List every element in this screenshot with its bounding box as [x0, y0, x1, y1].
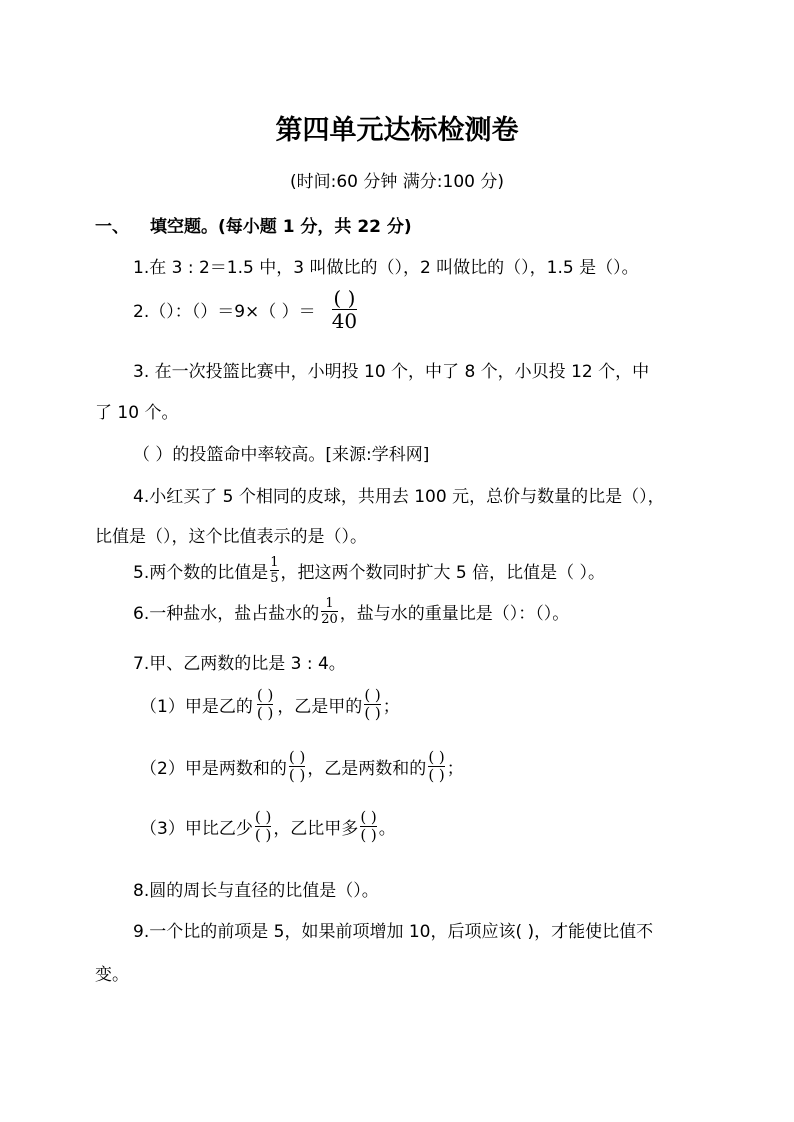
- fraction-denominator: 5: [270, 571, 279, 586]
- part-2-text-b: ，乙是两数和的: [307, 759, 427, 779]
- fraction-one-twentieth: [321, 597, 338, 626]
- fraction-denominator: ( ): [254, 826, 272, 844]
- fraction-denominator: 20: [321, 612, 338, 627]
- fraction-blank: [257, 688, 273, 721]
- question-7-part-2: [140, 750, 464, 783]
- question-6: [133, 597, 569, 626]
- part-1-text-b: ，乙是甲的: [277, 697, 363, 717]
- fraction-numerator: ( ): [428, 748, 445, 766]
- fraction-denominator: ( ): [360, 826, 377, 844]
- fraction-denominator: ( ): [256, 704, 274, 722]
- question-4-line-1: 4.小红买了 5 个相同的皮球，共用去 100 元，总价与数量的比是（），: [133, 487, 665, 507]
- fraction-denominator: ( ): [364, 704, 381, 722]
- fraction-blank: [255, 810, 271, 843]
- question-2: [133, 288, 357, 331]
- question-9-line-2: 变。: [95, 965, 129, 985]
- question-7-part-1: [140, 688, 400, 721]
- fraction-numerator: ( ): [254, 808, 272, 826]
- fraction-numerator: ( ): [288, 748, 306, 766]
- question-3-line-3: （ ）的投篮命中率较高。[来源:学科网]: [133, 445, 430, 465]
- question-3-line-1: 3. 在一次投篮比赛中，小明投 10 个，中了 8 个，小贝投 12 个，中: [133, 362, 650, 382]
- fraction-blank: [360, 810, 376, 843]
- question-8: 8.圆的周长与直径的比值是（）。: [133, 881, 379, 901]
- fraction-numerator: ( ): [360, 808, 377, 826]
- question-1: 1.在 3 : 2＝1.5 中，3 叫做比的（），2 叫做比的（），1.5 是（）。: [133, 258, 639, 278]
- fraction-denominator: ( ): [428, 766, 445, 784]
- question-3-line-2: 了 10 个。: [95, 403, 179, 423]
- fraction-numerator: ( ): [333, 286, 356, 310]
- question-5-text-before: 5.两个数的比值是: [133, 563, 269, 583]
- fraction-numerator: 1: [270, 555, 279, 570]
- question-2-text: 2.（）：（）＝9×（ ）＝: [133, 302, 316, 322]
- question-7-part-3: [140, 810, 396, 843]
- part-1-text-a: （1）甲是乙的: [140, 697, 253, 717]
- fraction-one-fifth: [270, 556, 278, 585]
- part-3-text-b: ，乙比甲多: [273, 819, 359, 839]
- fraction-blank-over-40: [332, 288, 357, 331]
- question-6-text-before: 6.一种盐水，盐占盐水的: [133, 604, 320, 624]
- question-6-text-after: ，盐与水的重量比是（）：（）。: [339, 604, 570, 624]
- section-number: 一、: [95, 217, 129, 237]
- fraction-numerator: 1: [325, 596, 334, 611]
- part-3-text-c: 。: [378, 819, 396, 839]
- fraction-blank: [364, 688, 380, 721]
- question-5-text-after: ，把这两个数同时扩大 5 倍，比值是（ ）。: [280, 563, 606, 583]
- fraction-denominator: ( ): [288, 766, 306, 784]
- exam-info: (时间:60 分钟 满分:100 分): [289, 172, 504, 192]
- part-2-text-a: （2）甲是两数和的: [140, 759, 287, 779]
- section-heading: 填空题。(每小题 1 分，共 22 分): [150, 217, 412, 237]
- question-5: [133, 556, 605, 585]
- fraction-numerator: ( ): [256, 686, 274, 704]
- part-3-text-a: （3）甲比乙少: [140, 819, 253, 839]
- part-1-text-c: ；: [382, 697, 400, 717]
- part-2-text-c: ；: [446, 759, 464, 779]
- fraction-numerator: ( ): [364, 686, 381, 704]
- question-7-stem: 7.甲、乙两数的比是 3 : 4。: [133, 654, 346, 674]
- fraction-blank: [428, 750, 444, 783]
- question-4-line-2: 比值是（），这个比值表示的是（）。: [95, 527, 367, 547]
- question-9-line-1: 9.一个比的前项是 5，如果前项增加 10，后项应该( )，才能使比值不: [133, 922, 654, 942]
- page-title: 第四单元达标检测卷: [275, 115, 519, 146]
- fraction-blank: [289, 750, 305, 783]
- fraction-denominator: 40: [331, 309, 358, 333]
